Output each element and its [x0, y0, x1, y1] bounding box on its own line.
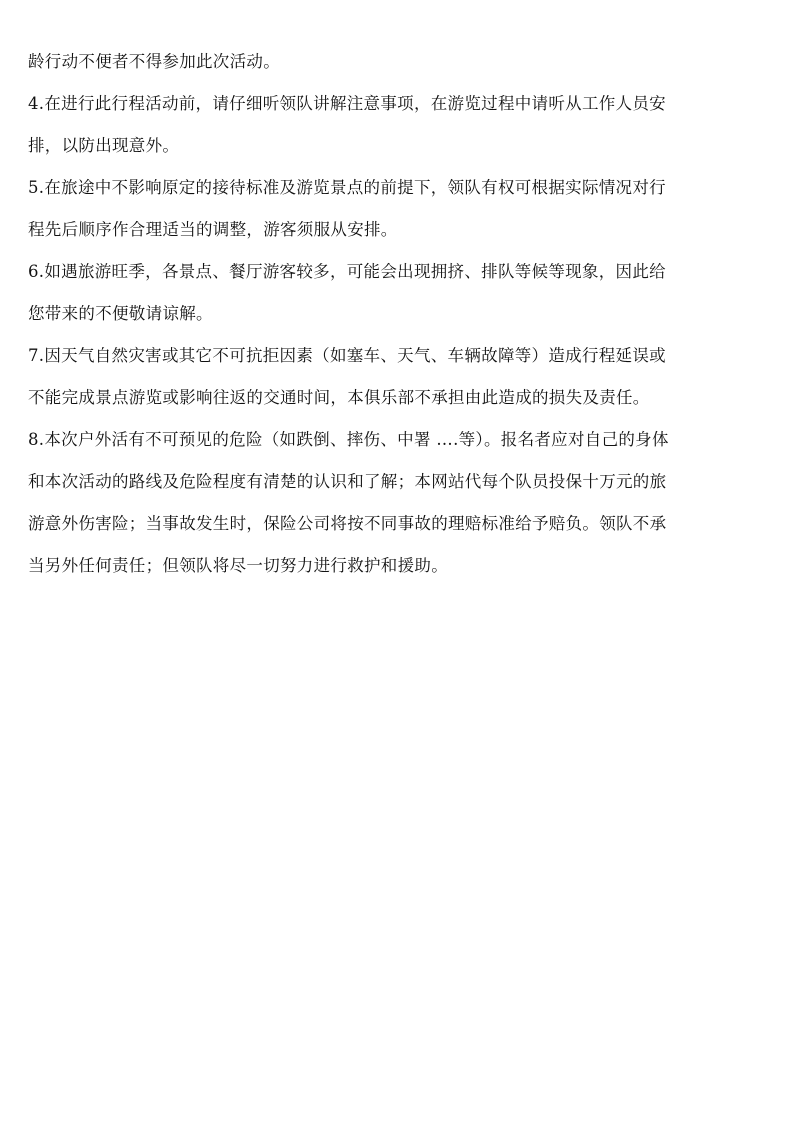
text-line: 和本次活动的路线及危险程度有清楚的认识和了解；本网站代每个队员投保十万元的旅	[28, 472, 667, 491]
text-line: 5.在旅途中不影响原定的接待标准及游览景点的前提下，领队有权可根据实际情况对行	[28, 178, 666, 197]
text-line: 程先后顺序作合理适当的调整，游客须服从安排。	[28, 220, 398, 239]
text-line: 排，以防出现意外。	[28, 136, 180, 155]
text-line: 当另外任何责任；但领队将尽一切努力进行救护和援助。	[28, 556, 448, 575]
text-line: 游意外伤害险；当事故发生时，保险公司将按不同事故的理赔标准给予赔负。领队不承	[28, 514, 667, 533]
document-body	[28, 46, 778, 592]
text-line: 您带来的不便敬请谅解。	[28, 304, 213, 323]
text-line: 不能完成景点游览或影响往返的交通时间，本俱乐部不承担由此造成的损失及责任。	[28, 388, 650, 407]
text-line: 8.本次户外活有不可预见的危险（如跌倒、摔伤、中署 ….等）。报名者应对自己的身体	[28, 430, 669, 449]
text-line: 7.因天气自然灾害或其它不可抗拒因素（如塞车、天气、车辆故障等）造成行程延误或	[28, 346, 666, 365]
text-line: 龄行动不便者不得参加此次活动。	[28, 52, 280, 71]
text-line: 6.如遇旅游旺季，各景点、餐厅游客较多，可能会出现拥挤、排队等候等现象，因此给	[28, 262, 666, 281]
text-line: 4.在进行此行程活动前，请仔细听领队讲解注意事项，在游览过程中请听从工作人员安	[28, 94, 666, 113]
